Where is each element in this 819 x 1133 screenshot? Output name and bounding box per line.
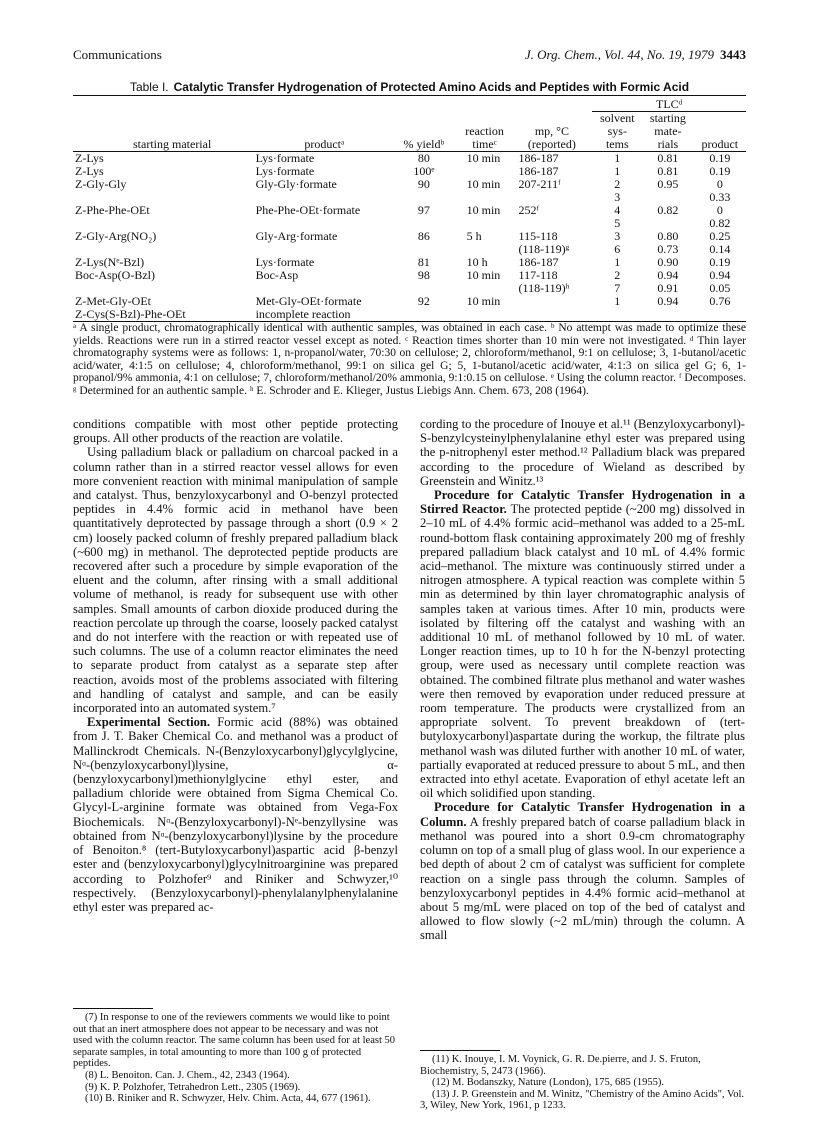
table-row bbox=[73, 152, 746, 166]
starting-material-cell: Z-Lys(Nᵉ-Bzl) bbox=[75, 255, 145, 269]
table-footnotes: ᵃ A single product, chromatographically identical with authentic samples, was obtained in each case. ᵇ No attempt was made to optimize these yields. Reactions were run in a stirred reactor vessel except as noted. ᶜ Reaction times shorter than 10 min were not investigated. ᵈ Thin layer chromatography systems were as follows: 1, n-propanol/water, 70:30 on cellulose; 2, chloroform/methanol, 9:1 on cellulose; 3, 1-butanol/acetic acid/water, 4:1:5 on cellulose; 4, chloroform/methanol, 99:1 on silica gel G; 5, 1-butanol/acetic acid/water, 4:1:3 on silica gel G; 6, 1-propanol/9% ammonia, 4:1 on cellulose; 7, chloroform/methanol/20% ammonia, 9:1:0.15 on cellulose. ᵉ Using the column reactor. ᶠ Decomposes. ᵍ Determined for an authentic sample. ʰ E. Schroder and E. Klieger, Justus Liebigs Ann. Chem. 673, 208 (1964). bbox=[73, 322, 746, 397]
yield-cell: 86 bbox=[417, 229, 430, 243]
rf-starting-cell bbox=[642, 269, 693, 295]
header-product: productᵃ bbox=[304, 137, 345, 151]
product-cell: Boc-Asp bbox=[255, 268, 299, 282]
rf-product-cell-line: 0.19 bbox=[709, 255, 731, 269]
yield-cell bbox=[395, 308, 453, 322]
rf-product-cell-line: 0.05 bbox=[709, 281, 731, 295]
starting-material-cell: Z-Met-Gly-OEt bbox=[75, 294, 151, 308]
rf-starting-cell-line: 0.94 bbox=[657, 294, 679, 308]
rf-starting-cell-line: 0.81 bbox=[657, 151, 679, 165]
rf-product-cell-line: 0.33 bbox=[709, 190, 731, 204]
rf-starting-cell-line: 0.94 bbox=[657, 268, 679, 282]
header-mp-2: (reported) bbox=[527, 137, 576, 151]
starting-material-cell: Z-Phe-Phe-OEt bbox=[75, 203, 150, 217]
mp-cell bbox=[517, 230, 588, 256]
rf-starting-cell-line: 0.81 bbox=[657, 164, 679, 178]
solvent-system-cell-line: 7 bbox=[614, 281, 621, 295]
mp-cell bbox=[517, 152, 588, 166]
rf-starting-cell-line bbox=[644, 308, 691, 321]
rf-product-cell-line bbox=[696, 308, 744, 321]
table-row bbox=[73, 256, 746, 269]
mp-cell bbox=[517, 178, 588, 204]
rf-starting-cell bbox=[642, 152, 693, 166]
reference: (11) K. Inouye, I. M. Voynick, G. R. De.pierre, and J. S. Fruton, Biochemistry, 5, 2473 (1966). bbox=[420, 1054, 701, 1077]
reaction-time-cell: 10 min bbox=[466, 151, 501, 165]
solvent-system-cell bbox=[592, 204, 642, 230]
solvent-system-cell-line: 2 bbox=[614, 177, 621, 191]
rf-product-cell-line: 0 bbox=[716, 177, 723, 191]
rf-product-cell-line: 0.14 bbox=[709, 242, 731, 256]
yield-cell: 92 bbox=[417, 294, 430, 308]
table-body bbox=[73, 152, 746, 322]
header-starting-3: rials bbox=[657, 137, 679, 151]
body-column-right bbox=[420, 417, 745, 943]
mp-cell bbox=[517, 308, 588, 322]
paragraph: Procedure for Catalytic Transfer Hydrogenation in a Column. A freshly prepared batch of coarse palladium black in methanol was poured into a short 0.9-cm chromatography column on top of a small plug of glass wool. In our experience a bed depth of about 2 cm of catalyst was sufficient for complete reaction on a single pass through the column. Samples of benzyloxycarbonyl peptides in 4.4% formic acid–methanol at about 5 mg/mL were placed on top of the bed of catalyst and allowed to flow slowly (~2 mL/min) through the column. A small bbox=[420, 800, 745, 943]
header-solvent-2: sys- bbox=[607, 124, 627, 138]
product-cell: Phe-Phe-OEt·formate bbox=[255, 203, 361, 217]
rf-starting-cell-line: 0.82 bbox=[657, 203, 679, 217]
reaction-time-cell bbox=[453, 308, 517, 322]
header-solvent-1: solvent bbox=[599, 111, 635, 125]
paragraph: conditions compatible with most other peptide protecting groups. All other products of the reaction are volatile. bbox=[73, 417, 398, 446]
solvent-system-cell-line: 1 bbox=[614, 294, 621, 308]
mp-cell bbox=[517, 269, 588, 295]
solvent-system-cell-line: 3 bbox=[614, 229, 621, 243]
solvent-system-cell-line: 1 bbox=[614, 151, 621, 165]
yield-cell: 98 bbox=[417, 268, 430, 282]
page-number: 3443 bbox=[720, 47, 746, 62]
reaction-time-cell: 5 h bbox=[466, 229, 482, 243]
rf-product-cell-line: 0.19 bbox=[709, 151, 731, 165]
rf-starting-cell bbox=[642, 295, 693, 308]
solvent-system-cell bbox=[592, 269, 642, 295]
solvent-system-cell bbox=[592, 230, 642, 256]
rf-product-cell bbox=[694, 230, 746, 256]
yield-cell: 80 bbox=[417, 151, 430, 165]
product-cell: Lys·formate bbox=[255, 164, 315, 178]
table-row bbox=[73, 178, 746, 204]
header-yield: % yieldᵇ bbox=[403, 137, 445, 151]
reaction-time-cell: 10 min bbox=[466, 268, 501, 282]
starting-material-cell: Z-Lys bbox=[75, 151, 104, 165]
rf-starting-cell bbox=[642, 230, 693, 256]
header-reaction-1: reaction bbox=[465, 124, 504, 138]
mp-cell-line: (118-119)ʰ bbox=[518, 281, 570, 295]
yield-cell: 90 bbox=[417, 177, 430, 191]
section-header: Communications bbox=[73, 47, 162, 62]
rf-product-cell bbox=[694, 178, 746, 204]
reference: (13) J. P. Greenstein and M. Winitz, "Chemistry of the Amino Acids", Vol. 3, Wiley, New York, 1961, p 1233. bbox=[420, 1088, 745, 1112]
solvent-system-cell-line: 5 bbox=[614, 216, 621, 230]
mp-cell-line: 117-118 bbox=[518, 268, 558, 282]
mp-cell bbox=[517, 204, 588, 230]
rf-product-cell bbox=[694, 269, 746, 295]
section-heading: Experimental Section. bbox=[87, 715, 211, 730]
rf-starting-cell-line: 0.80 bbox=[657, 229, 679, 243]
mp-cell bbox=[517, 295, 588, 308]
solvent-system-cell-line: 1 bbox=[614, 255, 621, 269]
rf-starting-cell bbox=[642, 178, 693, 204]
solvent-system-cell-line: 6 bbox=[614, 242, 621, 256]
solvent-system-cell bbox=[592, 152, 642, 166]
rf-starting-cell bbox=[642, 204, 693, 230]
reaction-time-cell: 10 min bbox=[466, 177, 501, 191]
paragraph: Experimental Section. Formic acid (88%) was obtained from J. T. Baker Chemical Co. and methanol was a product of Mallinckrodt Chemicals. N-(Benzyloxycarbonyl)glycylglycine, Nᵅ-(benzyloxycarbonyl)lysine, α-(benzyloxycarbonyl)methionylglycine ethyl ester, and palladium chloride were obtained from Sigma Chemical Co. Glycyl-L-arginine formate was obtained from Vega-Fox Biochemicals. Nᵅ-(Benzyloxycarbonyl)-Nᵉ-benzyllysine was obtained from Nᵅ-(benzyloxycarbonyl)lysine by the procedure of Benoiton.⁸ (tert-Butyloxycarbonyl)aspartic acid β-benzyl ester and (benzyloxycarbonyl)glycylnitroarginine was prepared according to Polzhofer⁹ and Riniker and Schwyzer,¹⁰ respectively. (Benzyloxycarbonyl)-phenylalanylphenylalanine ethyl ester was prepared ac- bbox=[73, 715, 398, 914]
paragraph: Using palladium black or palladium on charcoal packed in a column rather than in a stirred reactor vessel allows for even more convenient reaction with minimal manipulation of sample and catalyst. Thus, benzyloxycarbonyl and O-benzyl protected peptides in 4.4% formic acid in methanol have been quantitatively deprotected by passage through a short (0.9 × 2 cm) loosely packed column of freshly prepared palladium black (~600 mg) in methanol. The deprotected peptide products are recovered after such a procedure by simple evaporation of the eluent and the column, after rinsing with a small additional volume of methanol, is ready for subsequent use with other samples. Small amounts of carbon dioxide produced during the reaction percolate up through the coarse, loosely packed catalyst and do not interfere with the reaction or with repeated use of such columns. The use of a column reactor eliminates the need to separate product from catalyst as a separate step after reaction, avoids most of the problems associated with filtering and handling of catalyst and sample, and can be easily incorporated into an automated system.⁷ bbox=[73, 445, 398, 716]
footnote-divider bbox=[73, 1008, 153, 1009]
table-row bbox=[73, 269, 746, 295]
table-title: Catalytic Transfer Hydrogenation of Protected Amino Acids and Peptides with Formic Acid bbox=[173, 80, 690, 94]
product-cell: Gly-Arg·formate bbox=[255, 229, 338, 243]
rf-starting-cell-line: 0.73 bbox=[657, 242, 679, 256]
solvent-system-cell-line: 3 bbox=[614, 190, 621, 204]
paragraph: Procedure for Catalytic Transfer Hydrogenation in a Stirred Reactor. The protected peptide (~200 mg) dissolved in 2–10 mL of 4.4% formic acid–methanol was added to a 25-mL round-bottom flask containing approximately 200 mg of freshly prepared palladium black catalyst and 10 mL of 4.4% formic acid–methanol. The mixture was continuously stirred under a nitrogen atmosphere. A typical reaction was complete within 5 min as determined by thin layer chromatographic analysis of samples taken at various times. After 10 min, products were isolated by filtering off the catalyst and washing with an additional 10 mL of methanol followed by 10 mL of water. Longer reaction times, up to 10 h for the N-benzyl protecting group, were used as necessary until complete reaction was obtained. The combined filtrate plus methanol and water washes were then removed by evaporation under reduced pressure at room temperature. The products were crystallized from an appropriate solvent. To prevent breakdown of (tert-butyloxycarbonyl)aspartate during the workup, the filtrate plus methanol wash was diluted further with another 10 mL of water, partially evaporated at reduced pressure to about 5 mL, and then extracted into ethyl acetate. Evaporation of ethyl acetate left an oil which solidified upon standing. bbox=[420, 488, 745, 801]
table-row bbox=[73, 165, 746, 178]
mp-cell-line: 186-187 bbox=[518, 151, 559, 165]
solvent-system-cell-line bbox=[594, 308, 640, 321]
table-caption bbox=[73, 80, 746, 94]
header-starting-2: mate- bbox=[654, 124, 682, 138]
mp-cell-line bbox=[519, 308, 586, 321]
reaction-time-cell: 10 min bbox=[466, 203, 501, 217]
rf-product-cell-line: 0.76 bbox=[709, 294, 731, 308]
mp-cell-line: (118-119)ᵍ bbox=[518, 242, 570, 256]
tlc-group-header: TLCᵈ bbox=[592, 96, 746, 112]
starting-material-cell: Z-Lys bbox=[75, 164, 104, 178]
rf-product-cell-line: 0.94 bbox=[709, 268, 731, 282]
rf-product-cell bbox=[694, 204, 746, 230]
solvent-system-cell bbox=[592, 178, 642, 204]
product-cell: incomplete reaction bbox=[255, 307, 351, 321]
starting-material-cell: Z-Gly-Arg(NO₂) bbox=[75, 229, 157, 243]
paragraph: cording to the procedure of Inouye et al.¹¹ (Benzyloxycarbonyl)-S-benzylcysteinylphenylalanine ethyl ester was prepared using the p-nitrophenyl ester method.¹² Palladium black was prepared according to the procedure of Wieland as described by Greenstein and Winitz.¹³ bbox=[420, 417, 745, 488]
starting-material-cell: Boc-Asp(O-Bzl) bbox=[75, 268, 155, 282]
rf-product-cell bbox=[694, 308, 746, 322]
rf-starting-cell-line: 0.90 bbox=[657, 255, 679, 269]
product-cell: Met-Gly-OEt·formate bbox=[255, 294, 362, 308]
reference: (8) L. Benoiton. Can. J. Chem., 42, 2343 (1964). bbox=[85, 1069, 290, 1081]
journal-citation-header bbox=[525, 47, 746, 63]
rf-starting-cell-line: 0.91 bbox=[657, 281, 679, 295]
solvent-system-cell-line: 1 bbox=[614, 164, 621, 178]
references-right bbox=[420, 1054, 745, 1112]
rf-starting-cell bbox=[642, 308, 693, 322]
yield-cell: 81 bbox=[417, 255, 430, 269]
journal-name: J. Org. Chem., Vol. 44, No. 19, 1979 bbox=[524, 47, 714, 62]
section-heading: Procedure for Catalytic Transfer Hydrogenation in a Stirred Reactor. bbox=[420, 488, 745, 517]
rf-product-cell-line: 0.25 bbox=[709, 229, 731, 243]
table-row bbox=[73, 230, 746, 256]
solvent-system-cell bbox=[592, 308, 642, 322]
body-column-left bbox=[73, 417, 398, 914]
data-table bbox=[73, 95, 746, 322]
header-tlc-product: product bbox=[701, 137, 739, 151]
rf-product-cell bbox=[694, 152, 746, 166]
rf-starting-cell-line: 0.95 bbox=[657, 177, 679, 191]
mp-cell-line: 115-118 bbox=[518, 229, 558, 243]
header-solvent-3: tems bbox=[605, 137, 629, 151]
yield-cell: 97 bbox=[417, 203, 430, 217]
reference: (10) B. Riniker and R. Schwyzer, Helv. Chim. Acta, 44, 677 (1961). bbox=[85, 1093, 371, 1105]
rf-product-cell-line: 0.82 bbox=[709, 216, 731, 230]
mp-cell-line: 207-211ᶠ bbox=[518, 177, 561, 191]
starting-material-cell: Z-Cys(S-Bzl)-Phe-OEt bbox=[75, 307, 186, 321]
section-heading: Procedure for Catalytic Transfer Hydrogenation in a Column. bbox=[420, 800, 745, 829]
rf-product-cell bbox=[694, 295, 746, 308]
solvent-system-cell-line: 4 bbox=[614, 203, 621, 217]
reference: (7) In response to one of the reviewers comments we would like to point out that an inert atmosphere does not appear to be necessary and was not used with the column reactor. The same column has been used for at least 50 separate samples, in total amounting to more than 100 g of protected peptides. bbox=[73, 1012, 396, 1070]
rf-product-cell-line: 0.19 bbox=[709, 164, 731, 178]
header-reaction-2: timeᶜ bbox=[472, 137, 497, 151]
header-mp-1: mp, °C bbox=[534, 124, 569, 138]
table-row bbox=[73, 308, 746, 322]
references-left bbox=[73, 1012, 398, 1105]
reference: (12) M. Bodanszky, Nature (London), 175, 685 (1955). bbox=[432, 1077, 665, 1089]
table-row bbox=[73, 204, 746, 230]
starting-material-cell: Z-Gly-Gly bbox=[75, 177, 127, 191]
product-cell: Gly-Gly·formate bbox=[255, 177, 337, 191]
reaction-time-cell: 10 h bbox=[466, 255, 488, 269]
reaction-time-cell: 10 min bbox=[466, 294, 501, 308]
mp-cell-line: 252ᶠ bbox=[518, 203, 540, 217]
mp-cell-line: 186-187 bbox=[518, 164, 559, 178]
solvent-system-cell-line: 2 bbox=[614, 268, 621, 282]
mp-cell-line bbox=[519, 295, 586, 308]
reference: (9) K. P. Polzhofer, Tetrahedron Lett., 2305 (1969). bbox=[85, 1081, 301, 1093]
rf-product-cell-line: 0 bbox=[716, 203, 723, 217]
header-starting-1: starting bbox=[649, 111, 686, 125]
product-cell: Lys·formate bbox=[255, 151, 315, 165]
mp-cell-line: 186-187 bbox=[518, 255, 559, 269]
table-container bbox=[73, 95, 746, 322]
yield-cell: 100ᵉ bbox=[413, 164, 435, 178]
footnote-divider bbox=[420, 1050, 500, 1051]
header-starting-material: starting material bbox=[133, 137, 212, 151]
table-label: Table I. bbox=[129, 80, 169, 94]
solvent-system-cell bbox=[592, 295, 642, 308]
product-cell: Lys·formate bbox=[255, 255, 315, 269]
